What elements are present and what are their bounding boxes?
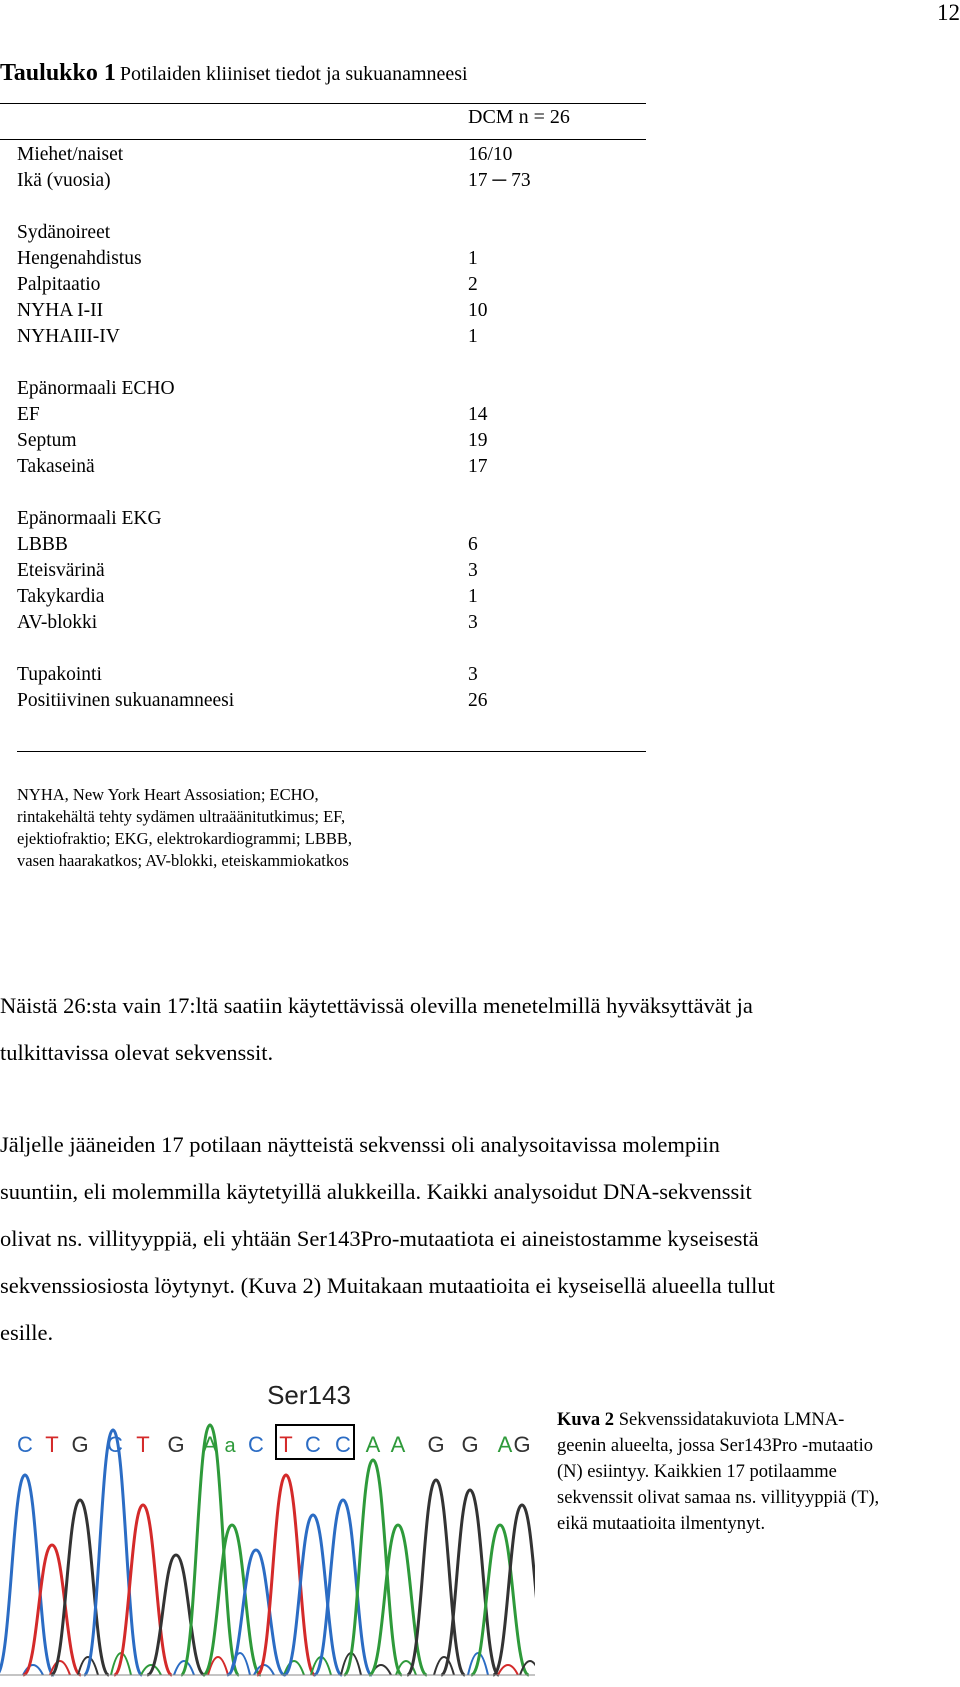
table-top-rule [0,103,646,104]
table-row-label: Septum [17,430,77,451]
table-bottom-rule [17,751,646,752]
caption-text: Sekvenssidatakuviota LMNA- [618,1410,845,1430]
table-row-value: 2 [468,274,478,295]
base-call: G [513,1432,531,1457]
table-row-label: Palpitaatio [17,274,101,295]
paragraph-line: Näistä 26:sta vain 17:ltä saatiin käytettävissä olevilla menetelmillä hyväksyttävät ja [0,993,753,1018]
base-call: C [17,1432,33,1457]
base-call: A [202,1432,218,1457]
table-row-value: 17 ─ 73 [468,170,531,191]
table-row-value: 16/10 [468,144,513,165]
chromatogram-figure [0,1370,535,1682]
table-row-label: Epänormaali ECHO [17,378,175,399]
footnote-line: ejektiofraktio; EKG, elektrokardiogrammi; LBBB, [17,829,352,848]
base-call: C [248,1432,264,1457]
table-label: Taulukko 1 [0,60,116,86]
base-calls [17,1432,531,1457]
table-row-value: 3 [468,560,478,581]
paragraph-2 [0,1121,945,1356]
table-header-rule [0,139,646,140]
paragraph-line: suuntiin, eli molemmilla käytetyillä alukkeilla. Kaikki analysoidut DNA-sekvenssit [0,1179,752,1204]
trace-minor-peak [498,1665,518,1675]
footnote-line: NYHA, New York Heart Assosiation; ECHO, [17,785,319,804]
table-row-value: 17 [468,456,488,477]
base-call: T [279,1432,293,1457]
caption-line: geenin alueelta, jossa Ser143Pro -mutaatio [557,1436,873,1456]
table-row-label: Hengenahdistus [17,248,142,269]
table-row-label: Ikä (vuosia) [17,170,111,191]
table-row-value: 10 [468,300,488,321]
table-row-value: 26 [468,690,488,711]
table-row-value: 3 [468,664,478,685]
base-call: C [305,1432,321,1457]
chromatogram-traces [0,1425,535,1675]
trace-peak [114,1505,172,1675]
table-row-value: 19 [468,430,488,451]
base-call: G [461,1432,479,1457]
base-call: G [427,1432,445,1457]
table-column-header: DCM n = 26 [468,106,570,128]
table-row-label: LBBB [17,534,68,555]
base-call: A [390,1432,406,1457]
table-row-label: Eteisvärinä [17,560,105,581]
table-row-value: 6 [468,534,478,555]
table-row-label: Miehet/naiset [17,144,124,165]
paragraph-line: Jäljelle jääneiden 17 potilaan näytteistä sekvenssi oli analysoitavissa molempiin [0,1132,720,1157]
table-row-value: 14 [468,404,488,425]
figure-caption [557,1407,879,1537]
table-row-label: Tupakointi [17,664,102,685]
table-footnote [17,784,457,872]
base-call: C [107,1432,123,1457]
paragraph-1 [0,982,945,1076]
caption-label: Kuva 2 [557,1410,615,1430]
base-call: G [167,1432,185,1457]
table-row-label: Epänormaali EKG [17,508,162,529]
base-call: T [45,1432,59,1457]
caption-line: sekvenssit olivat samaa ns. villityyppiä (T), [557,1488,880,1508]
table-row-label: NYHA I-II [17,300,104,321]
base-call: A [365,1432,381,1457]
base-call: A [497,1432,513,1457]
trace-peak [344,1460,402,1675]
table-row-label: AV-blokki [17,612,98,633]
table-row-label: EF [17,404,40,425]
table-row-label: Takaseinä [17,456,95,477]
table-caption: Potilaiden kliiniset tiedot ja sukuanamneesi [119,63,468,85]
trace-peak [0,1475,54,1675]
base-call: C [335,1432,351,1457]
trace-peak [181,1425,239,1675]
table-row-label: Positiivinen sukuanamneesi [17,690,235,711]
table-row-label: NYHAIII-IV [17,326,120,347]
base-call: G [71,1432,89,1457]
table-title [0,60,468,87]
table-row-label: Takykardia [17,586,105,607]
trace-peak [369,1525,427,1675]
caption-line: (N) esiintyy. Kaikkien 17 potilaamme [557,1462,837,1482]
site-label: Ser143 [267,1380,351,1410]
table-row-value: 3 [468,612,478,633]
table-row-label: Sydänoireet [17,222,111,243]
paragraph-line: tulkittavissa olevat sekvenssit. [0,1040,274,1065]
chromatogram-image [0,1370,535,1682]
base-call: T [136,1432,150,1457]
paragraph-line: esille. [0,1320,54,1345]
caption-line: eikä mutaatioita ilmentynyt. [557,1514,766,1534]
table-row-value: 1 [468,248,478,269]
footnote-line: rintakehältä tehty sydämen ultraäänitutkimus; EF, [17,807,346,826]
paragraph-line: sekvenssiosiosta löytynyt. (Kuva 2) Muitakaan mutaatioita ei kyseisellä alueella tullut [0,1273,775,1298]
paragraph-line: olivat ns. villityyppiä, eli yhtään Ser143Pro-mutaatiota ei aineistostamme kyseisestä [0,1226,759,1251]
base-call: a [224,1435,236,1457]
trace-peak [227,1550,285,1675]
footnote-line: vasen haarakatkos; AV-blokki, eteiskammiokatkos [17,851,349,870]
table-row-value: 1 [468,326,478,347]
page-number: 12 [937,0,960,25]
table-row-value: 1 [468,586,478,607]
trace-peak [23,1545,81,1675]
